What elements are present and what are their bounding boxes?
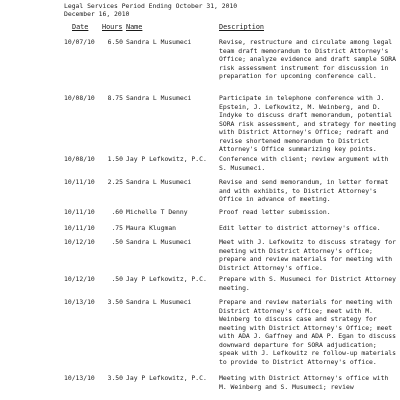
entry-name: Sandra L Musumeci	[126, 298, 192, 306]
entry-hours: 1.50	[107, 155, 123, 163]
entry-description: Proof read letter submission.	[219, 208, 331, 216]
entry-description: Prepare with S. Musumeci for District Attorney meeting.	[219, 275, 396, 292]
entry-date: 10/13/10	[64, 374, 95, 382]
entry-date: 10/11/10	[64, 224, 95, 232]
entry-name: Sandra L Musumeci	[126, 38, 192, 46]
column-header-date: Date	[72, 23, 89, 31]
entry-hours: 8.75	[107, 94, 123, 102]
entry-name: Maura Klugman	[126, 224, 177, 232]
entry-date: 10/12/10	[64, 238, 95, 246]
entry-name: Jay P Lefkowitz, P.C.	[126, 275, 207, 283]
entry-hours: .60	[111, 208, 123, 216]
entry-name: Michelle T Denny	[126, 208, 188, 216]
entry-date: 10/11/10	[64, 208, 95, 216]
entry-date: 10/08/10	[64, 94, 95, 102]
entry-name: Jay P Lefkowitz, P.C.	[126, 155, 207, 163]
entry-hours: 3.50	[107, 374, 123, 382]
entry-date: 10/07/10	[64, 38, 95, 46]
entry-name: Sandra L Musumeci	[126, 94, 192, 102]
entry-hours: .50	[111, 238, 123, 246]
entry-description: Participate in telephone conference with J. Epstein, J. Lefkowitz, M. Weinberg, and D. Indyke to discuss draft memorandum, potential SORA risk assessment, and strategy for meeting with District Attorney's Office; redraft and revise shortened memorandum to District Attorney's Office summarizing key points.	[219, 94, 396, 153]
entry-description: Edit letter to district attorney's office.	[219, 224, 381, 232]
entry-description: Prepare and review materials for meeting with District Attorney's office; meet with M. Weinberg to discuss case and strategy for meeting with District Attorney's Office; meet with ADA J. Gaffney and ADA P. Egan to discuss downward departure for SORA adjudication; speak with J. Lefkowitz re follow-up materials to provide to District Attorney's office.	[219, 298, 396, 366]
header-date-line: December 16, 2010	[64, 10, 130, 18]
entry-name: Sandra L Musumeci	[126, 178, 192, 186]
entry-description: Meet with J. Lefkowitz to discuss strategy for meeting with District Attorney's office; prepare and review materials for meeting with District Attorney's office.	[219, 238, 396, 272]
entry-date: 10/13/10	[64, 298, 95, 306]
entry-date: 10/12/10	[64, 275, 95, 283]
entry-description: Meeting with District Attorney's office with M. Weinberg and S. Musumeci; review	[219, 374, 389, 391]
entry-date: 10/11/10	[64, 178, 95, 186]
entry-name: Sandra L Musumeci	[126, 238, 192, 246]
entry-description: Conference with client; review argument with S. Musumeci.	[219, 155, 389, 172]
entry-hours: .75	[111, 224, 123, 232]
entry-hours: 2.25	[107, 178, 123, 186]
entry-hours: .50	[111, 275, 123, 283]
header-period-line: Legal Services Period Ending October 31, 2010	[64, 2, 238, 10]
entry-name: Jay P Lefkowitz, P.C.	[126, 374, 207, 382]
entry-description: Revise and send memorandum, in letter format and with exhibits, to District Attorney's Office in advance of meeting.	[219, 178, 389, 203]
entry-hours: 3.50	[107, 298, 123, 306]
entry-date: 10/08/10	[64, 155, 95, 163]
column-header-name: Name	[126, 23, 143, 31]
entry-description: Revise, restructure and circulate among legal team draft memorandum to District Attorney's Office; analyze evidence and draft sample SORA risk assessment instrument for discussion in preparation for upcoming conference call.	[219, 38, 396, 80]
column-header-hours: Hours	[102, 23, 123, 31]
entry-hours: 6.50	[107, 38, 123, 46]
column-header-description: Description	[219, 23, 265, 31]
